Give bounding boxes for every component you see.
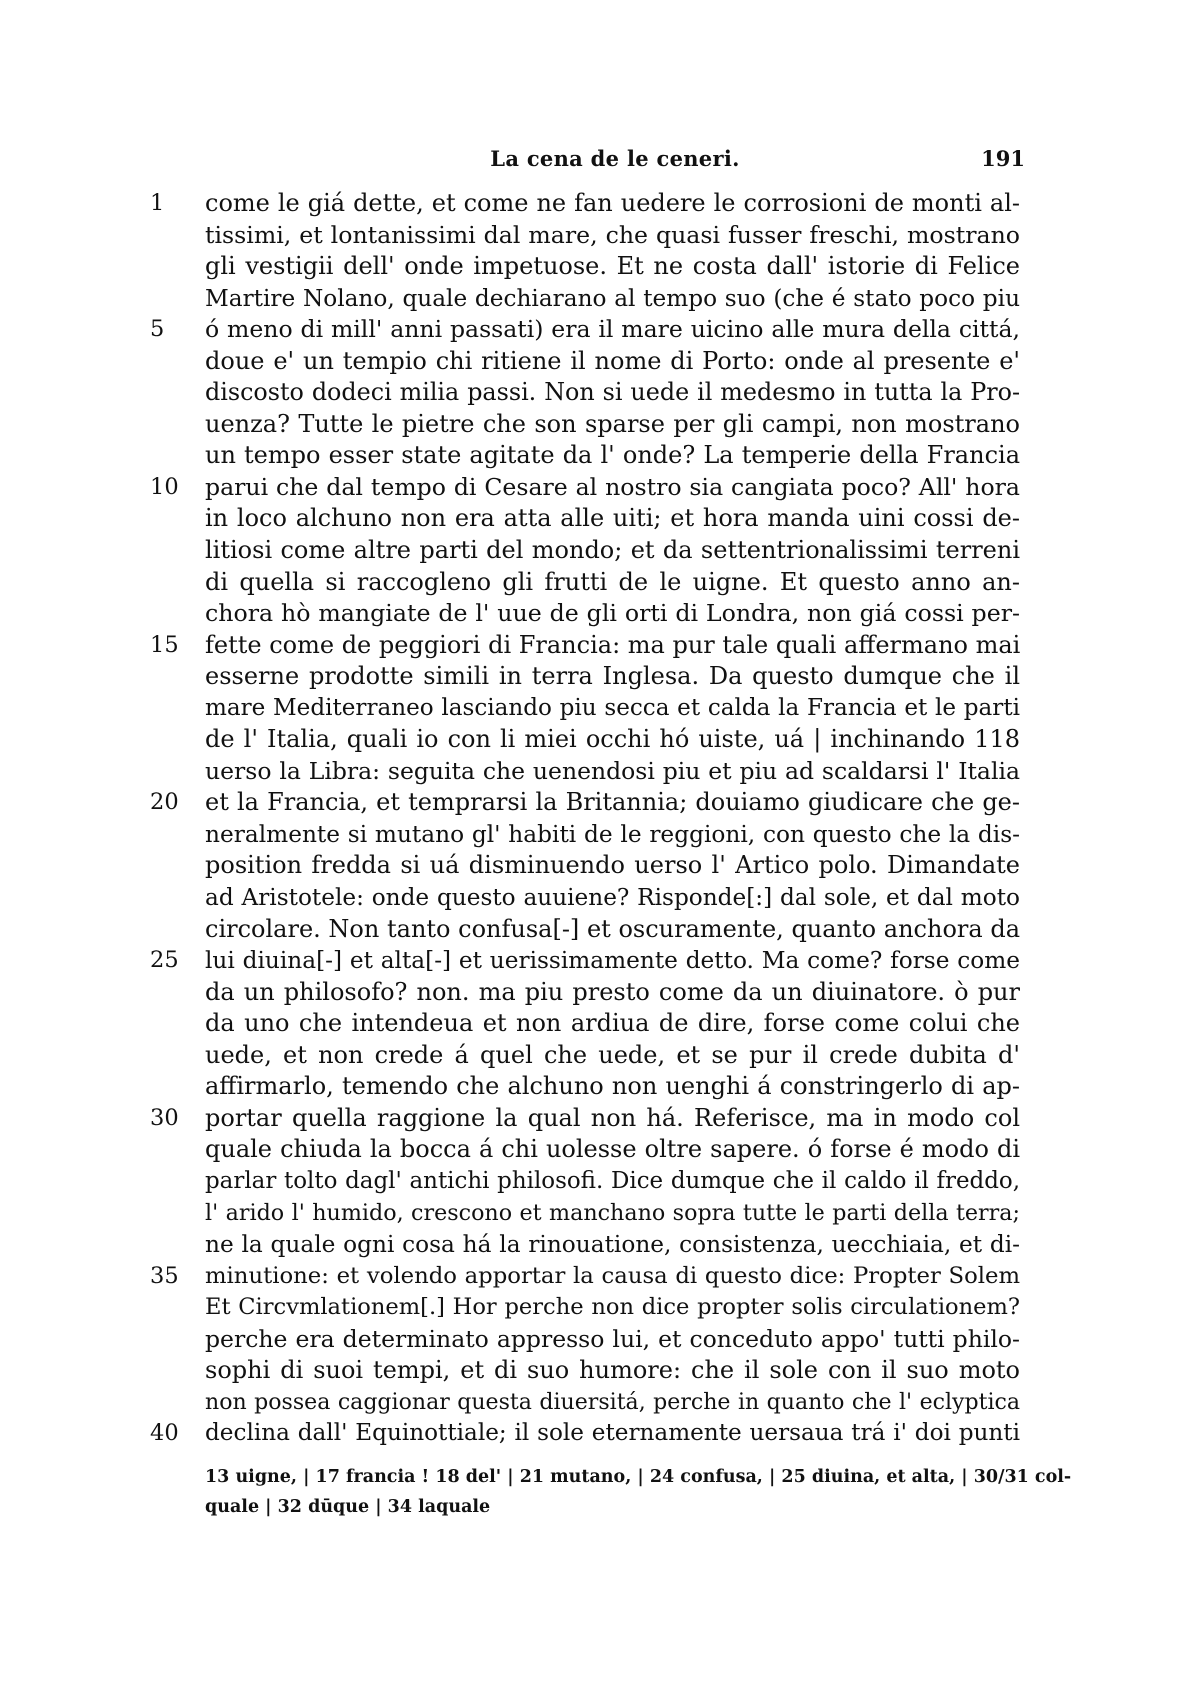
text-line: [150, 503, 1030, 535]
line-number: 15: [150, 631, 179, 658]
line-text: quale chiuda la bocca á chi uolesse oltre sapere. ó forse é modo di: [205, 1135, 1020, 1164]
text-line: [150, 598, 1030, 630]
text-line: [150, 1355, 1030, 1387]
text-line: [150, 567, 1030, 599]
text-line: [150, 756, 1030, 788]
footnotes: [205, 1462, 1072, 1522]
running-head: [205, 146, 1025, 172]
line-text: discosto dodeci milia passi. Non si uede il medesmo in tutta la Pro-: [205, 378, 1020, 407]
line-text: position fredda si uá disminuendo uerso l' Artico polo. Dimandate: [205, 851, 1020, 880]
line-number: 10: [150, 473, 179, 500]
text-line: [150, 1040, 1030, 1072]
body-text: [150, 188, 1030, 1450]
line-text: doue e' un tempio chi ritiene il nome di Porto: onde al presente e': [205, 346, 1020, 375]
line-text: ad Aristotele: onde questo auuiene? Risponde[:] dal sole, et dal moto: [205, 884, 1020, 912]
line-number: 35: [150, 1262, 179, 1289]
text-line: [150, 1103, 1030, 1135]
footnote-line: quale | 32 dūque | 34 laquale: [205, 1497, 491, 1517]
line-text: mare Mediterraneo lasciando piu secca et calda la Francia et le parti: [205, 694, 1020, 721]
line-text: da uno che intendeua et non ardiua de dire, forse come colui che: [205, 1009, 1020, 1038]
line-text: de l' Italia, quali io con li miei occhi hó uiste, uá | inchinando 118: [205, 725, 1020, 754]
line-text: un tempo esser state agitate da l' onde? La temperie della Francia: [205, 441, 1020, 470]
text-line: [150, 724, 1030, 756]
text-line: [150, 945, 1030, 977]
line-text: litiosi come altre parti del mondo; et da settentrionalissimi terreni: [205, 536, 1020, 565]
text-line: [150, 850, 1030, 882]
line-number: 20: [150, 789, 179, 816]
text-line: [150, 977, 1030, 1009]
line-text: tissimi, et lontanissimi dal mare, che quasi fusser freschi, mostrano: [205, 220, 1020, 249]
line-number: 25: [150, 947, 179, 974]
text-line: [150, 1166, 1030, 1198]
line-text: da un philosofo? non. ma piu presto come da un diuinatore. ò pur: [205, 977, 1020, 1006]
text-line: [150, 314, 1030, 346]
line-text: l' arido l' humido, crescono et manchano sopra tutte le parti della terra;: [205, 1199, 1020, 1226]
text-line: [150, 346, 1030, 378]
line-text: neralmente si mutano gl' habiti de le reggioni, con questo che la dis-: [205, 820, 1020, 848]
line-text: di quella si raccogleno gli frutti de le uigne. Et questo anno an-: [205, 567, 1020, 596]
line-number: 30: [150, 1104, 179, 1131]
text-line: [150, 1324, 1030, 1356]
line-number: 40: [150, 1420, 179, 1447]
line-text: minutione: et volendo apportar la causa di questo dice: Propter Solem: [205, 1262, 1020, 1289]
text-line: [150, 1387, 1030, 1419]
text-line: [150, 283, 1030, 315]
line-text: gli vestigii dell' onde impetuose. Et ne costa dall' istorie di Felice: [205, 252, 1020, 281]
text-line: [150, 1198, 1030, 1230]
line-text: ó meno di mill' anni passati) era il mare uicino alle mura della cittá,: [205, 315, 1020, 344]
line-text: come le giá dette, et come ne fan uedere le corrosioni de monti al-: [205, 189, 1020, 217]
footnote-line: 13 uigne, | 17 francia ! 18 del' | 21 mutano, | 24 confusa, | 25 diuina, et alta, | 30/31 col-: [205, 1467, 1072, 1487]
line-text: et la Francia, et temprarsi la Britannia; douiamo giudicare che ge-: [205, 788, 1020, 817]
line-text: ne la quale ogni cosa há la rinouatione, consistenza, uecchiaia, et di-: [205, 1231, 1020, 1259]
line-text: perche era determinato appresso lui, et conceduto appo' tutti philo-: [205, 1324, 1020, 1353]
line-text: sophi di suoi tempi, et di suo humore: che il sole con il suo moto: [205, 1356, 1020, 1385]
page-number: 191: [981, 146, 1025, 171]
line-text: declina dall' Equinottiale; il sole eternamente uersaua trá i' doi punti: [205, 1420, 1020, 1447]
text-line: [150, 377, 1030, 409]
text-line: [150, 630, 1030, 662]
text-line: [150, 1071, 1030, 1103]
line-text: uerso la Libra: seguita che uenendosi piu et piu ad scaldarsi l' Italia: [205, 756, 1020, 785]
text-line: [150, 251, 1030, 283]
line-text: portar quella raggione la qual non há. Referisce, ma in modo col: [205, 1103, 1020, 1132]
line-number: 1: [150, 190, 165, 216]
text-line: [150, 188, 1030, 220]
line-text: fette come de peggiori di Francia: ma pur tale quali affermano mai: [205, 630, 1021, 659]
line-text: lui diuina[-] et alta[-] et uerissimamente detto. Ma come? forse come: [205, 947, 1020, 975]
text-line: [150, 1008, 1030, 1040]
text-line: [150, 220, 1030, 252]
line-text: parui che dal tempo di Cesare al nostro sia cangiata poco? All' hora: [205, 472, 1020, 501]
text-line: [150, 819, 1030, 851]
text-line: [150, 535, 1030, 567]
line-number: 5: [150, 316, 165, 343]
line-text: uede, et non crede á quel che uede, et se pur il crede dubita d': [205, 1040, 1020, 1069]
line-text: uenza? Tutte le pietre che son sparse per gli campi, non mostrano: [205, 409, 1020, 438]
line-text: esserne prodotte simili in terra Inglesa. Da questo dumque che il: [205, 662, 1020, 691]
text-line: [150, 1261, 1030, 1293]
text-line: [150, 1292, 1030, 1324]
text-line: [150, 693, 1030, 725]
text-line: [150, 440, 1030, 472]
line-text: affirmarlo, temendo che alchuno non uenghi á constringerlo di ap-: [205, 1072, 1020, 1101]
line-text: Martire Nolano, quale dechiarano al tempo suo (che é stato poco piu: [205, 284, 1020, 312]
text-line: [150, 914, 1030, 946]
text-line: [150, 661, 1030, 693]
text-line: [150, 1134, 1030, 1166]
text-line: [150, 1418, 1030, 1450]
running-title: La cena de le ceneri.: [490, 146, 740, 171]
line-text: parlar tolto dagl' antichi philosofi. Dice dumque che il caldo il freddo,: [205, 1167, 1020, 1194]
line-text: Et Circvmlationem[.] Hor perche non dice propter solis circulationem?: [205, 1294, 1020, 1321]
text-line: [150, 882, 1030, 914]
text-line: [150, 472, 1030, 504]
line-text: non possea caggionar questa diuersitá, perche in quanto che l' eclyptica: [205, 1389, 1020, 1415]
text-line: [150, 787, 1030, 819]
text-line: [150, 409, 1030, 441]
line-text: circolare. Non tanto confusa[-] et oscuramente, quanto anchora da: [205, 914, 1020, 943]
text-line: [150, 1229, 1030, 1261]
line-text: in loco alchuno non era atta alle uiti; et hora manda uini cossi de-: [205, 504, 1020, 533]
line-text: chora hò mangiate de l' uue de gli orti di Londra, non giá cossi per-: [205, 599, 1020, 628]
